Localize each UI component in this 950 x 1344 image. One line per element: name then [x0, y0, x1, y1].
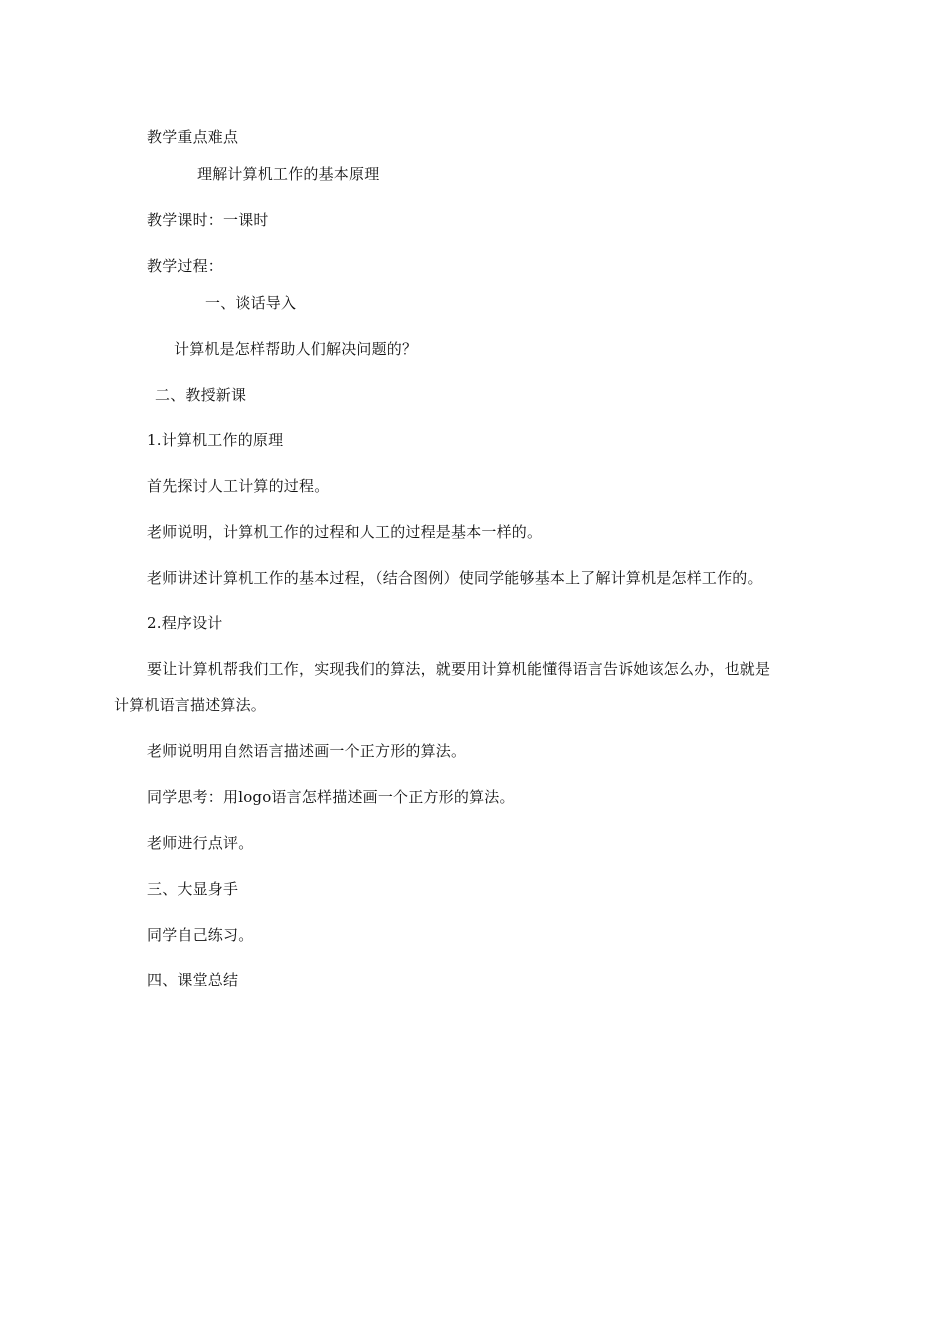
- paragraph-natural-language: 老师说明用自然语言描述画一个正方形的算法。: [147, 742, 467, 760]
- heading-teaching-process: 教学过程：: [147, 257, 224, 275]
- paragraph-student-think: 同学思考：用logo语言怎样描述画一个正方形的算法。: [147, 788, 515, 806]
- section-1-heading: 一、谈话导入: [205, 294, 297, 312]
- paragraph-teacher-review: 老师进行点评。: [147, 834, 254, 852]
- lesson-duration: 教学课时：一课时: [147, 211, 269, 229]
- subsection-2-heading: 2.程序设计: [147, 614, 223, 632]
- paragraph-teacher-explain: 老师说明，计算机工作的过程和人工的过程是基本一样的。: [147, 523, 543, 541]
- heading-key-points: 教学重点难点: [147, 128, 239, 146]
- paragraph-teacher-describe: 老师讲述计算机工作的基本过程，（结合图例）使同学能够基本上了解计算机是怎样工作的。: [147, 569, 763, 587]
- key-point-text: 理解计算机工作的基本原理: [197, 165, 380, 183]
- paragraph-self-practice: 同学自己练习。: [147, 926, 254, 944]
- intro-question: 计算机是怎样帮助人们解决问题的？: [174, 340, 418, 358]
- paragraph-programming-line1: 要让计算机帮我们工作，实现我们的算法，就要用计算机能懂得语言告诉她该怎么办，也就是: [147, 660, 771, 678]
- paragraph-programming-line2: 计算机语言描述算法。: [114, 696, 267, 714]
- section-3-heading: 三、大显身手: [147, 880, 239, 898]
- section-4-heading: 四、课堂总结: [147, 971, 239, 989]
- section-2-heading: 二、教授新课: [155, 386, 247, 404]
- subsection-1-heading: 1.计算机工作的原理: [147, 431, 284, 449]
- paragraph-manual-calc: 首先探讨人工计算的过程。: [147, 477, 330, 495]
